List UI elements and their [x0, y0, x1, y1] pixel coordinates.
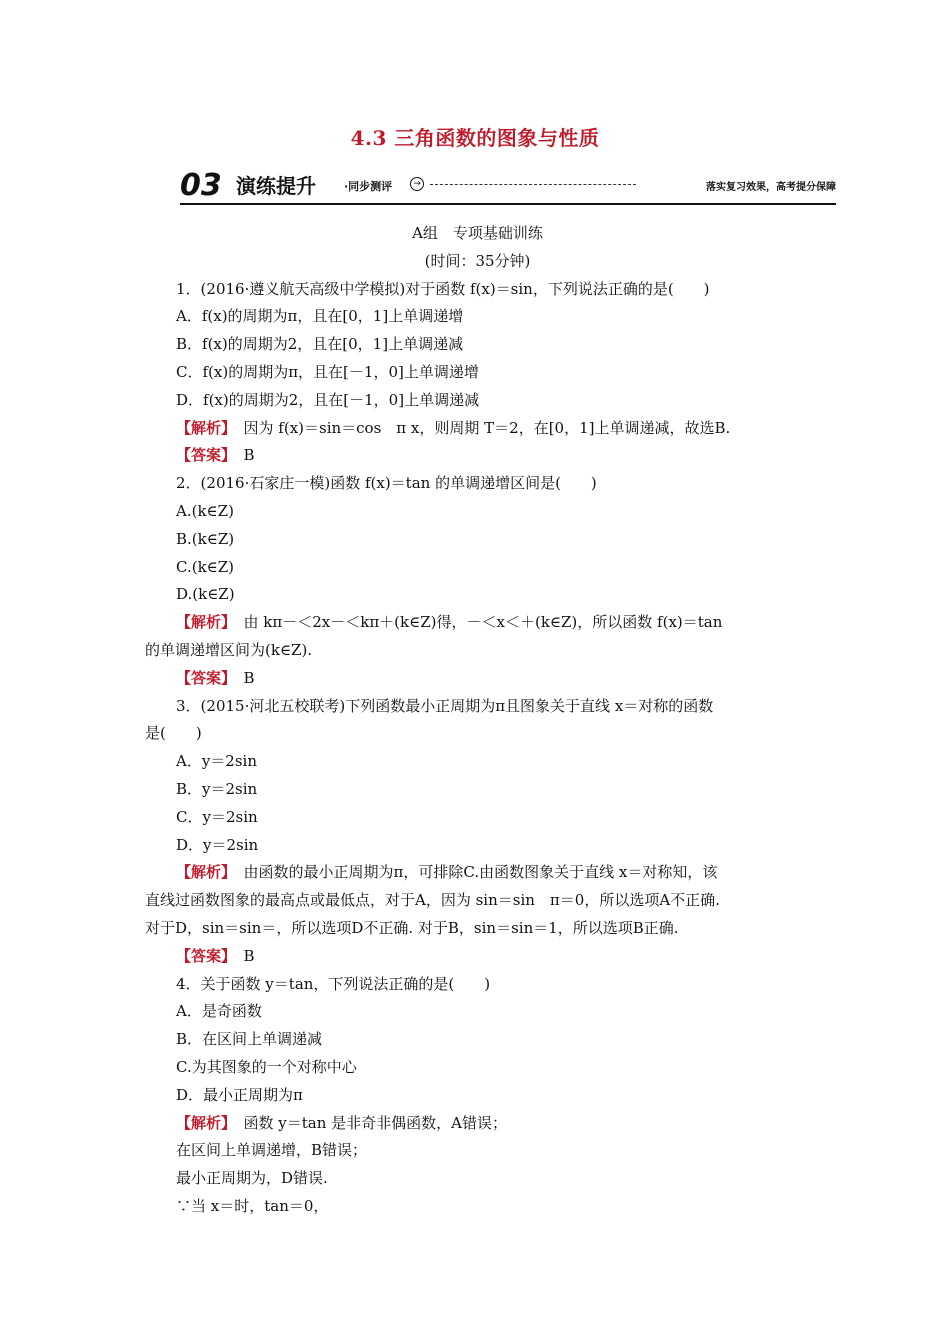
text-line: [145, 415, 810, 443]
text-line: [145, 1054, 810, 1082]
line-text: B: [228, 668, 255, 687]
line-text: 1．(2016·遵义航天高级中学模拟)对于函数 f(x)＝sin，下列说法正确的是( ): [176, 279, 710, 298]
line-text: B: [228, 446, 255, 465]
text-line: [145, 748, 810, 776]
line-text: D．f(x)的周期为2，且在[－1，0]上单调递减: [176, 390, 480, 409]
line-text: B: [228, 946, 255, 965]
line-text: A．是奇函数: [176, 1002, 262, 1021]
text-line: [145, 943, 810, 971]
line-text: 对于D，sin＝sin＝，所以选项D不正确. 对于B，sin＝sin＝1，所以选项B正确.: [145, 918, 679, 937]
text-line: [145, 998, 810, 1026]
line-text: 的单调递增区间为(k∈Z).: [145, 640, 313, 659]
line-text: A组 专项基础训练: [412, 224, 543, 242]
line-text: C．f(x)的周期为π，且在[－1，0]上单调递增: [176, 362, 479, 381]
label-tag: 【答案】: [176, 946, 229, 965]
text-line: [145, 248, 810, 276]
arrow-circle-icon: →: [410, 177, 424, 191]
label-tag: 【解析】: [176, 613, 229, 632]
section-banner: [180, 170, 836, 206]
banner-name: 演练提升: [236, 174, 316, 198]
text-line: [145, 220, 810, 248]
text-line: [145, 1026, 810, 1054]
page-title: 4.3 三角函数的图象与性质: [350, 126, 600, 150]
text-line: [145, 470, 810, 498]
text-line: [145, 665, 810, 693]
text-line: [145, 804, 810, 832]
text-line: [145, 859, 810, 887]
line-text: A．f(x)的周期为π，且在[0，1]上单调递增: [176, 307, 464, 326]
line-text: 最小正周期为，D错误.: [176, 1169, 328, 1188]
text-line: [145, 637, 810, 665]
text-line: [145, 1165, 810, 1193]
text-line: [145, 887, 810, 915]
line-text: B．f(x)的周期为2，且在[0，1]上单调递减: [176, 335, 464, 354]
label-tag: 【解析】: [176, 863, 229, 882]
text-line: [145, 776, 810, 804]
line-text: 由函数的最小正周期为π，可排除C.由函数图象关于直线 x＝对称知，该: [228, 863, 718, 882]
text-line: [145, 609, 810, 637]
line-text: D.(k∈Z): [176, 585, 235, 604]
line-text: B.(k∈Z): [176, 529, 235, 548]
line-text: 4．关于函数 y＝tan，下列说法正确的是( ): [176, 974, 491, 993]
text-line: [145, 387, 810, 415]
line-text: D．最小正周期为π: [176, 1085, 303, 1104]
text-line: [145, 971, 810, 999]
banner-number: 03: [180, 168, 222, 203]
line-text: 因为 f(x)＝sin＝cos π x，则周期 T＝2，在[0，1]上单调递减，故选B.: [228, 418, 731, 437]
line-text: 函数 y＝tan 是非奇非偶函数，A错误；: [228, 1113, 507, 1132]
line-text: C．y＝2sin: [176, 807, 258, 826]
text-line: [145, 1193, 810, 1221]
text-line: [145, 1137, 810, 1165]
line-text: C.为其图象的一个对称中心: [176, 1057, 357, 1076]
label-tag: 【答案】: [176, 668, 229, 687]
line-text: 2．(2016·石家庄一模)函数 f(x)＝tan 的单调递增区间是( ): [176, 474, 597, 493]
banner-rule: [180, 203, 836, 205]
text-line: [145, 303, 810, 331]
line-text: 3．(2015·河北五校联考)下列函数最小正周期为π且图象关于直线 x＝对称的函数: [176, 696, 714, 715]
text-line: [145, 276, 810, 304]
line-text: 是( ): [145, 724, 202, 743]
text-line: [145, 359, 810, 387]
text-line: [145, 526, 810, 554]
text-line: [145, 442, 810, 470]
line-text: A．y＝2sin: [176, 752, 258, 771]
line-text: A.(k∈Z): [176, 501, 234, 520]
line-text: C.(k∈Z): [176, 557, 235, 576]
line-text: D．y＝2sin: [176, 835, 259, 854]
line-text: (时间：35分钟): [424, 251, 531, 270]
text-line: [145, 693, 810, 721]
line-text: 在区间上单调递增，B错误；: [176, 1141, 368, 1160]
text-line: [145, 720, 810, 748]
text-line: [145, 832, 810, 860]
label-tag: 【解析】: [176, 1113, 229, 1132]
text-line: [145, 498, 810, 526]
line-text: 直线过函数图象的最高点或最低点，对于A，因为 sin＝sin π＝0，所以选项A不正确.: [145, 891, 720, 910]
text-line: [145, 1082, 810, 1110]
label-tag: 【答案】: [176, 446, 229, 465]
banner-subtitle: ·同步测评: [344, 180, 393, 193]
line-text: B．y＝2sin: [176, 779, 258, 798]
line-text: B．在区间上单调递减: [176, 1030, 323, 1049]
text-line: [145, 554, 810, 582]
line-text: 由 kπ－＜2x－＜kπ＋(k∈Z)得，－＜x＜＋(k∈Z)，所以函数 f(x)＝tan: [228, 613, 723, 632]
label-tag: 【解析】: [176, 418, 229, 437]
text-line: [145, 915, 810, 943]
dashed-divider: [430, 184, 636, 185]
banner-slogan: 落实复习效果，高考提分保障: [706, 182, 836, 193]
document-body: [145, 220, 810, 1221]
text-line: [145, 1110, 810, 1138]
text-line: [145, 581, 810, 609]
line-text: ∵当 x＝时，tan＝0，: [176, 1196, 329, 1215]
text-line: [145, 331, 810, 359]
